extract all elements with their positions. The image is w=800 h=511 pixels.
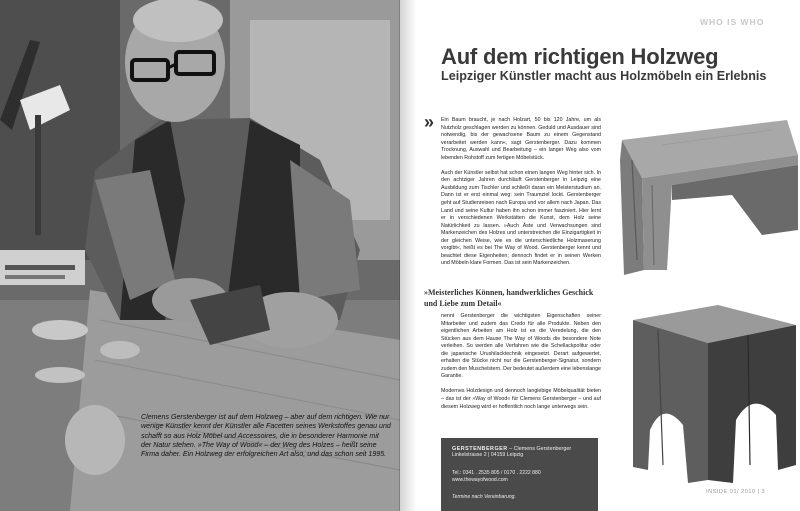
appointment-note: Termine nach Vereinbarung.: [452, 493, 516, 500]
paragraph: nennt Gerstenberger die wichtigsten Eigenschaften seiner Mitarbeiter und zudem das Credo für alle Produkte. Neben den eigentlichen Arbeiten am Holz ist es die Veredelung, die den Stücken aus dem Hause The Way of Woods die besondere Note verleihen. So werden alle Verfahren wie die Schellackpolitur oder die japanische Urushilacktechnik eingesetzt. Derart aufgewertet, erhalten die Stücke nicht nur die Gerstenberger-Signatur, sondern zudem den Muschelstern. Der bedeutet außerdem eine lebenslange Garantie.: [441, 313, 601, 380]
bench-photo: [612, 100, 800, 280]
pull-quote: »Meisterliches Können, handwerkliches Geschick und Liebe zum Detail«: [424, 288, 594, 308]
company-address: Linkelstrasse 2 | 04159 Leipzig: [452, 452, 524, 458]
article-headline: Auf dem richtigen Holzweg: [441, 44, 719, 69]
company-owner: – Clemens Gerstenberger: [507, 446, 572, 452]
paragraph: Modernes Holzdesign und dennoch langlebige Möbelqualität bieten – das ist der »Way of Wood« für Clemens Gerstenberger – und auf diesem Holzweg wird er hoffentlich noch lange unterwegs sein.: [441, 388, 601, 410]
company-brand: GERSTENBERGER: [452, 446, 508, 452]
company-phone: Tel.: 0341 . 2535 805 / 0170 . 2222 880: [452, 470, 541, 476]
article-column-2: [441, 313, 601, 419]
company-website-link[interactable]: www.thewayofwood.com: [452, 477, 508, 484]
page-footer: INSIDE 01/ 2010 | 3: [706, 489, 766, 495]
article-column-1: [441, 117, 601, 275]
paragraph: Ein Baum braucht, je nach Holzart, 50 bis 120 Jahre, um als Nutzholz geschlagen werden zu können. Geduld und Ausdauer sind notwendig, bis der gewachsene Baum zu einem Gegenstand verarbeitet werden kann«, sagt Gerstenberger. Dazu kommen Trocknung, Auswahl und Bearbeitung – ein langer Weg also vom lebenden Rohstoff zum fertigen Möbelstück.: [441, 117, 601, 161]
page-gutter-shadow: [399, 0, 417, 511]
stool-photo: [628, 305, 800, 495]
section-label: WHO IS WHO: [700, 17, 765, 27]
paragraph: Auch der Künstler selbst hat schon einen langen Weg hinter sich. In den achtziger Jahren durchläuft Gerstenberger in Leipzig eine Ausbildung zum Tischler und schließt daran ein Meisterstudium an. Dann ist er erst einmal weg: sein Traumziel lockt. Gerstenberger geht auf Studienreisen nach Europa und vor allem nach Japan. Das Land und seine Kultur haben ihn schon immer fasziniert. Hier lernt er in verschiedenen Werkstätten die Kunst, dem Holz seine Natürlichkeit zu lassen. »Auch Äste und Verwachsungen sind Markenzeichen des Holzes und unterstreichen die Einzigartigkeit in der gleichen Weise, wie es die unterschiedliche Holzmaserung vorgibt«, heißt es bei The Way of Wood. Gerstenberger kennt und beachtet diese Eigenheiten; dennoch findet er in seinen Werken und Möbeln klare Formen. Das ist sein Markenzeichen.: [441, 169, 601, 267]
quote-mark-icon: »: [424, 112, 435, 132]
contact-info-box: [441, 438, 598, 511]
article-subheadline: Leipziger Künstler macht aus Holzmöbeln ein Erlebnis: [441, 69, 767, 83]
photo-caption: Clemens Gerstenberger ist auf dem Holzweg – aber auf dem richtigen. Wie nur wenige Künstler kennt der Künstler alle Facetten seines Werkstoffes genau und schafft so aus Holz Möbel und Accessoires, die in besonderer Harmonie mit der Natur stehen. »The Way of Wood« – der Weg des Holzes – heißt seine Firma daher. Ein Holzweg der erfolgreichen Art also, und das schon seit 1995.: [141, 413, 391, 459]
